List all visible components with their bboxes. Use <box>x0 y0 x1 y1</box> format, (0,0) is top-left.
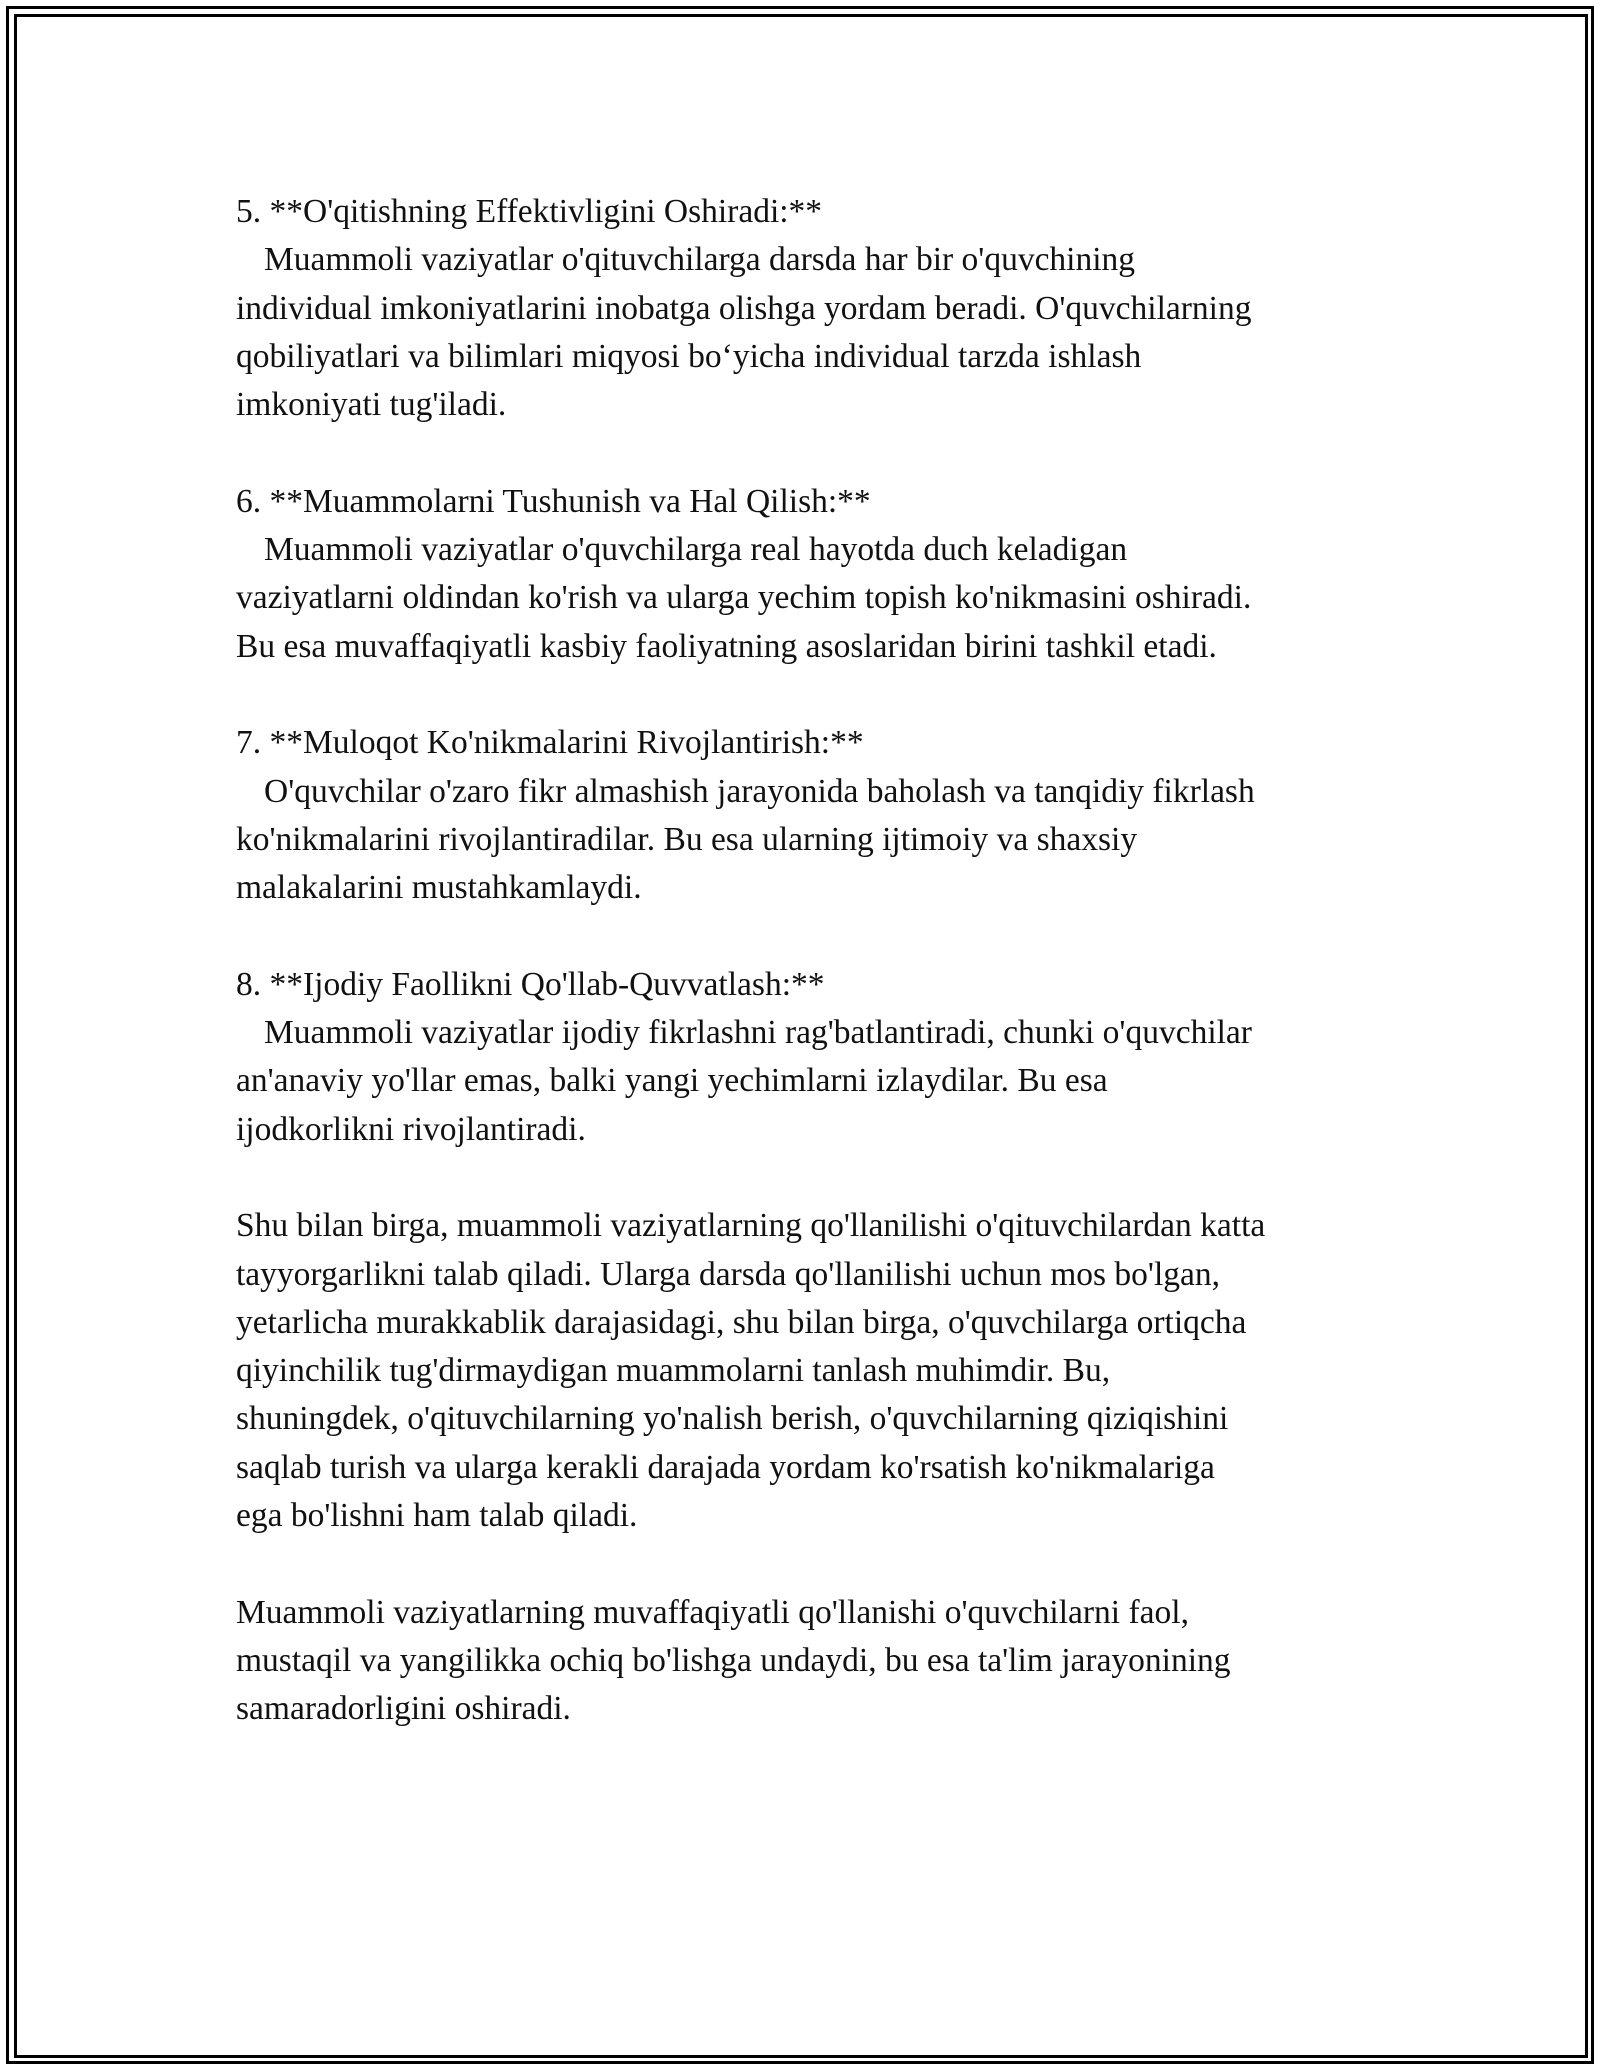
section-line: vaziyatlarni oldindan ko'rish va ularga yechim topish ko'nikmasini oshiradi. <box>236 579 1252 617</box>
section-heading: 5. **O'qitishning Effektivligini Oshiradi:** <box>236 193 823 230</box>
section-line: Muammoli vaziyatlar ijodiy fikrlashni rag'batlantiradi, chunki o'quvchilar <box>264 1014 1252 1052</box>
paragraph-preparation <box>236 1202 1416 1540</box>
section-line: ijodkorlikni rivojlantiradi. <box>236 1110 586 1148</box>
section-line: imkoniyati tug'iladi. <box>236 386 507 424</box>
section-line: individual imkoniyatlarini inobatga olishga yordam beradi. O'quvchilarning <box>236 289 1252 327</box>
document-body <box>236 188 1416 1782</box>
section-line: Muammoli vaziyatlar o'qituvchilarga darsda har bir o'quvchining <box>264 241 1136 279</box>
section-line: Bu esa muvaffaqiyatli kasbiy faoliyatning asoslaridan birini tashkil etadi. <box>236 627 1217 665</box>
paragraph-line: yetarlicha murakkablik darajasidagi, shu bilan birga, o'quvchilarga ortiqcha <box>236 1303 1247 1341</box>
paragraph-line: qiyinchilik tug'dirmaydigan muammolarni tanlash muhimdir. Bu, <box>236 1352 1111 1390</box>
section-heading: 7. **Muloqot Ko'nikmalarini Rivojlantirish:** <box>236 724 864 762</box>
section-6 <box>236 478 1416 671</box>
section-heading: 6. **Muammolarni Tushunish va Hal Qilish:** <box>236 482 871 520</box>
section-line: malakalarini mustahkamlaydi. <box>236 869 642 907</box>
section-line: an'anaviy yo'llar emas, balki yangi yechimlarni izlaydilar. Bu esa <box>236 1062 1108 1100</box>
paragraph-conclusion <box>236 1589 1416 1734</box>
section-line: ko'nikmalarini rivojlantiradilar. Bu esa ularning ijtimoiy va shaxsiy <box>236 820 1138 858</box>
section-line: Muammoli vaziyatlar o'quvchilarga real hayotda duch keladigan <box>264 531 1128 569</box>
section-line: qobiliyatlari va bilimlari miqyosi bo‘yicha individual tarzda ishlash <box>236 337 1142 375</box>
paragraph-line: mustaqil va yangilikka ochiq bo'lishga undaydi, bu esa ta'lim jarayonining <box>236 1641 1231 1679</box>
section-7 <box>236 719 1416 912</box>
paragraph-line: tayyorgarlikni talab qiladi. Ularga darsda qo'llanilishi uchun mos bo'lgan, <box>236 1255 1220 1293</box>
section-5 <box>236 188 1416 429</box>
paragraph-line: shuningdek, o'qituvchilarning yo'nalish berish, o'quvchilarning qiziqishini <box>236 1400 1229 1438</box>
paragraph-line: samaradorligini oshiradi. <box>236 1690 571 1728</box>
paragraph-line: Muammoli vaziyatlarning muvaffaqiyatli qo'llanishi o'quvchilarni faol, <box>236 1593 1189 1631</box>
section-line: O'quvchilar o'zaro fikr almashish jarayonida baholash va tanqidiy fikrlash <box>264 772 1255 810</box>
paragraph-line: ega bo'lishni ham talab qiladi. <box>236 1497 638 1535</box>
paragraph-line: Shu bilan birga, muammoli vaziyatlarning qo'llanilishi o'qituvchilardan katta <box>236 1207 1266 1245</box>
section-heading: 8. **Ijodiy Faollikni Qo'llab-Quvvatlash:** <box>236 965 825 1003</box>
section-8 <box>236 961 1416 1154</box>
paragraph-line: saqlab turish va ularga kerakli darajada yordam ko'rsatish ko'nikmalariga <box>236 1448 1215 1486</box>
